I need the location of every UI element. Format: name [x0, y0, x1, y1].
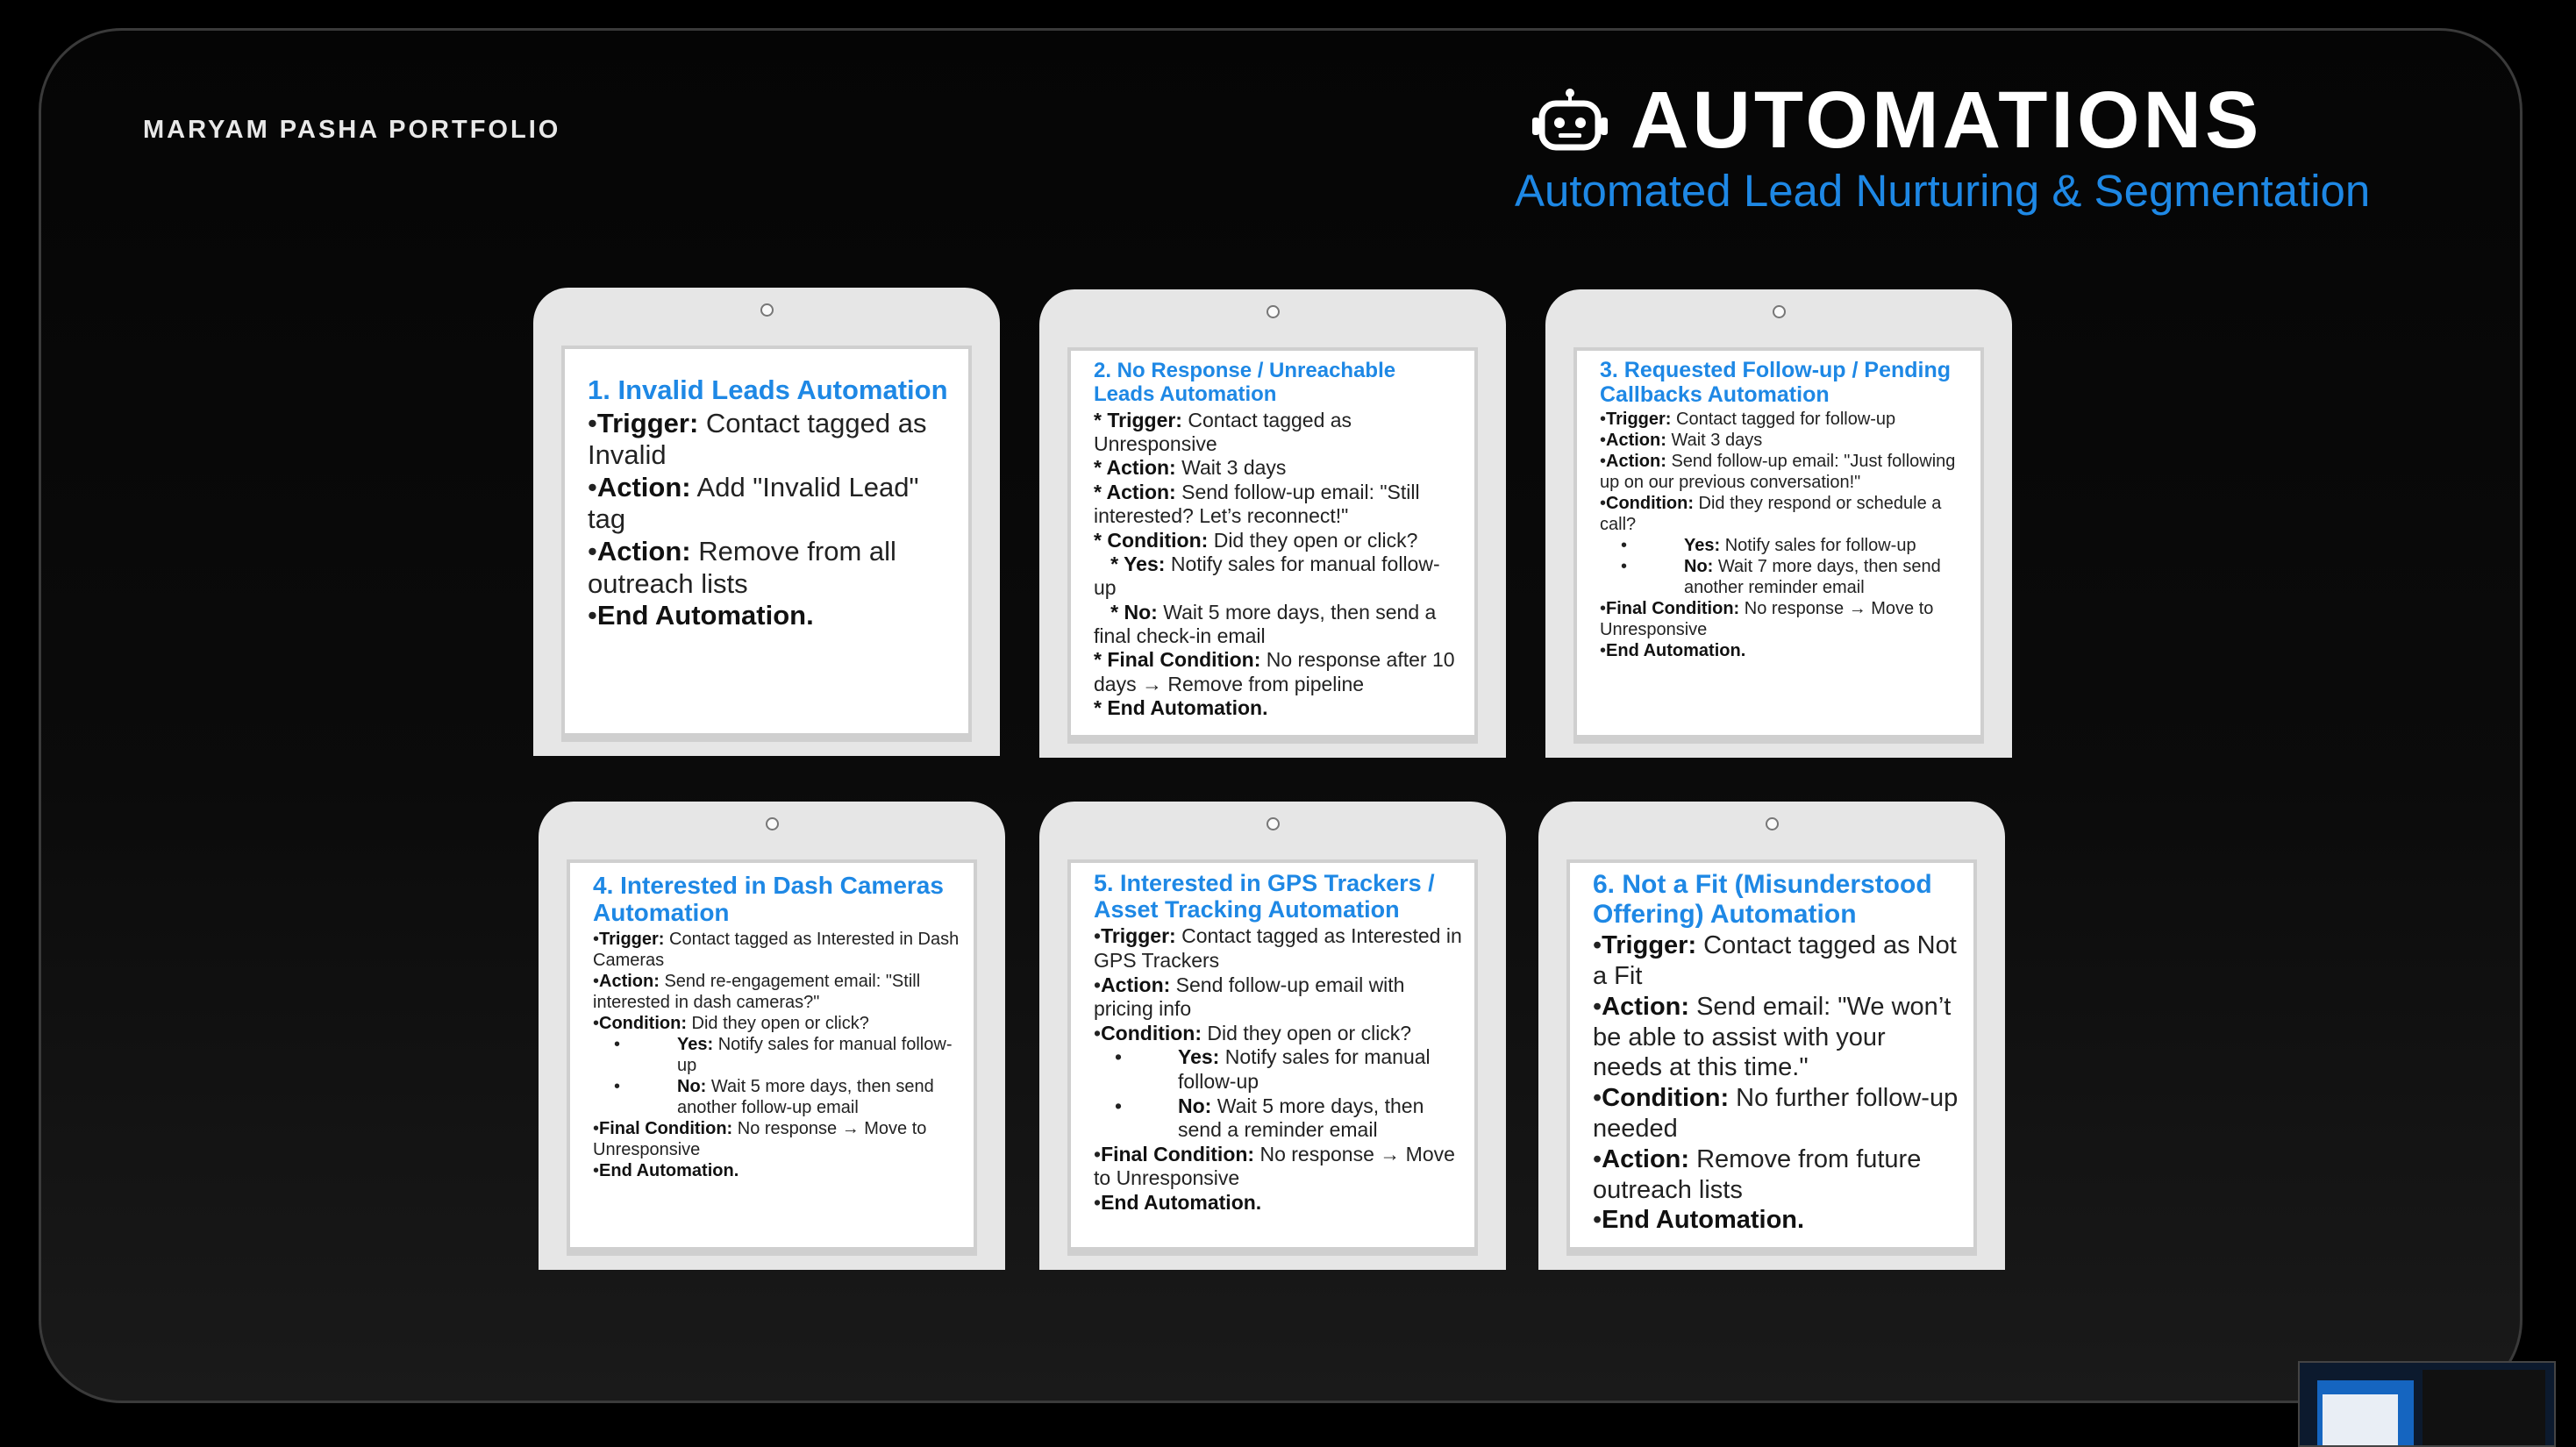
card-subline: • No: Wait 7 more days, then send another reminder email — [1600, 556, 1968, 598]
slide-thumbnail[interactable] — [2298, 1361, 2556, 1447]
card-line: •Final Condition: No response → Move to Unresponsive — [1600, 599, 1934, 639]
card-line: * Action: Send follow-up email: "Still interested? Let’s reconnect!" — [1094, 480, 1420, 528]
card-title: 4. Interested in Dash Cameras Automation — [593, 872, 944, 927]
card-line: •Action: Send follow-up email with pricing info — [1094, 973, 1405, 1021]
card-line: •End Automation. — [1094, 1191, 1262, 1214]
card-line: •Action: Remove from all outreach lists — [588, 536, 896, 599]
card-line: * No: Wait 5 more days, then send a final check-in email — [1094, 600, 1442, 647]
automation-card-1 — [533, 288, 1000, 756]
page-subtitle: Automated Lead Nurturing & Segmentation — [1515, 166, 2371, 216]
thumbnail-screen — [2323, 1394, 2398, 1445]
robot-icon — [1531, 88, 1609, 153]
card-line: •Action: Send re-engagement email: "Still interested in dash cameras?" — [593, 971, 921, 1012]
card-line: •Action: Remove from future outreach lists — [1593, 1144, 1922, 1204]
card-subline: • No: Wait 5 more days, then send another follow-up email — [593, 1076, 961, 1118]
card-line: •Action: Send email: "We won’t be able to assist with your needs at this time." — [1593, 992, 1952, 1082]
automation-card-5 — [1039, 802, 1506, 1270]
card-screen — [561, 346, 972, 742]
camera-dot — [1267, 305, 1280, 318]
automation-card-2 — [1039, 289, 1506, 758]
card-subline: • Yes: Notify sales for manual follow-up — [593, 1034, 961, 1076]
card-line: •Condition: Did they respond or schedule a call? — [1600, 494, 1942, 534]
card-line: •Trigger: Contact tagged as Not a Fit — [1593, 931, 1957, 990]
card-line: •Trigger: Contact tagged as Invalid — [588, 407, 927, 471]
camera-dot — [1773, 305, 1786, 318]
title-row — [1531, 75, 2263, 165]
card-line: * Action: Wait 3 days — [1094, 456, 1287, 480]
portfolio-brand: MARYAM PASHA PORTFOLIO — [143, 116, 561, 144]
card-line: * Condition: Did they open or click? — [1094, 528, 1418, 552]
card-screen — [1067, 859, 1478, 1256]
automation-card-6 — [1538, 802, 2005, 1270]
camera-dot — [1267, 817, 1280, 830]
card-subline: • Yes: Notify sales for follow-up — [1600, 535, 1968, 556]
card-line: •End Automation. — [1600, 641, 1746, 660]
card-screen — [1067, 347, 1478, 744]
camera-dot — [766, 817, 779, 830]
card-line: •Trigger: Contact tagged for follow-up — [1600, 410, 1896, 429]
card-line: * Trigger: Contact tagged as Unresponsive — [1094, 408, 1352, 456]
card-line: •End Automation. — [1593, 1206, 1805, 1235]
card-subline: • No: Wait 5 more days, then send a reminder email — [1094, 1094, 1462, 1143]
automation-card-3 — [1545, 289, 2012, 758]
card-line: •Action: Wait 3 days — [1600, 431, 1763, 450]
card-line: * Final Condition: No response after 10 days → Remove from pipeline — [1094, 648, 1455, 695]
card-title: 2. No Response / Unreachable Leads Automation — [1094, 359, 1396, 406]
card-line: •End Automation. — [593, 1160, 739, 1180]
thumbnail-panel — [2423, 1370, 2545, 1445]
card-screen — [1573, 347, 1984, 744]
card-subline: • Yes: Notify sales for manual follow-up — [1094, 1045, 1462, 1094]
automation-card-4 — [539, 802, 1005, 1270]
card-line: •Trigger: Contact tagged as Interested in GPS Trackers — [1094, 924, 1462, 973]
card-title: 5. Interested in GPS Trackers / Asset Tracking Automation — [1094, 870, 1435, 923]
card-line: •Condition: No further follow-up needed — [1593, 1084, 1959, 1143]
card-title: 1. Invalid Leads Automation — [588, 374, 948, 405]
card-line: * End Automation. — [1094, 696, 1268, 720]
page-title: AUTOMATIONS — [1631, 75, 2263, 165]
card-line: •Action: Send follow-up email: "Just following up on our previous conversation!" — [1600, 452, 1956, 492]
camera-dot — [1766, 817, 1779, 830]
card-line: •Trigger: Contact tagged as Interested in Dash Cameras — [593, 929, 960, 970]
card-line: * Yes: Notify sales for manual follow-up — [1094, 552, 1440, 600]
card-screen — [567, 859, 977, 1256]
card-line: •Final Condition: No response → Move to Unresponsive — [593, 1118, 927, 1159]
card-line: •Condition: Did they open or click? — [593, 1013, 869, 1033]
camera-dot — [760, 303, 774, 317]
card-title: 3. Requested Follow-up / Pending Callbacks Automation — [1600, 358, 1952, 407]
card-screen — [1566, 859, 1977, 1256]
card-line: •End Automation. — [588, 600, 814, 631]
card-line: •Final Condition: No response → Move to Unresponsive — [1094, 1142, 1455, 1190]
card-line: •Condition: Did they open or click? — [1094, 1021, 1412, 1044]
card-line: •Action: Add "Invalid Lead" tag — [588, 471, 919, 535]
card-title: 6. Not a Fit (Misunderstood Offering) Automation — [1593, 870, 1932, 929]
